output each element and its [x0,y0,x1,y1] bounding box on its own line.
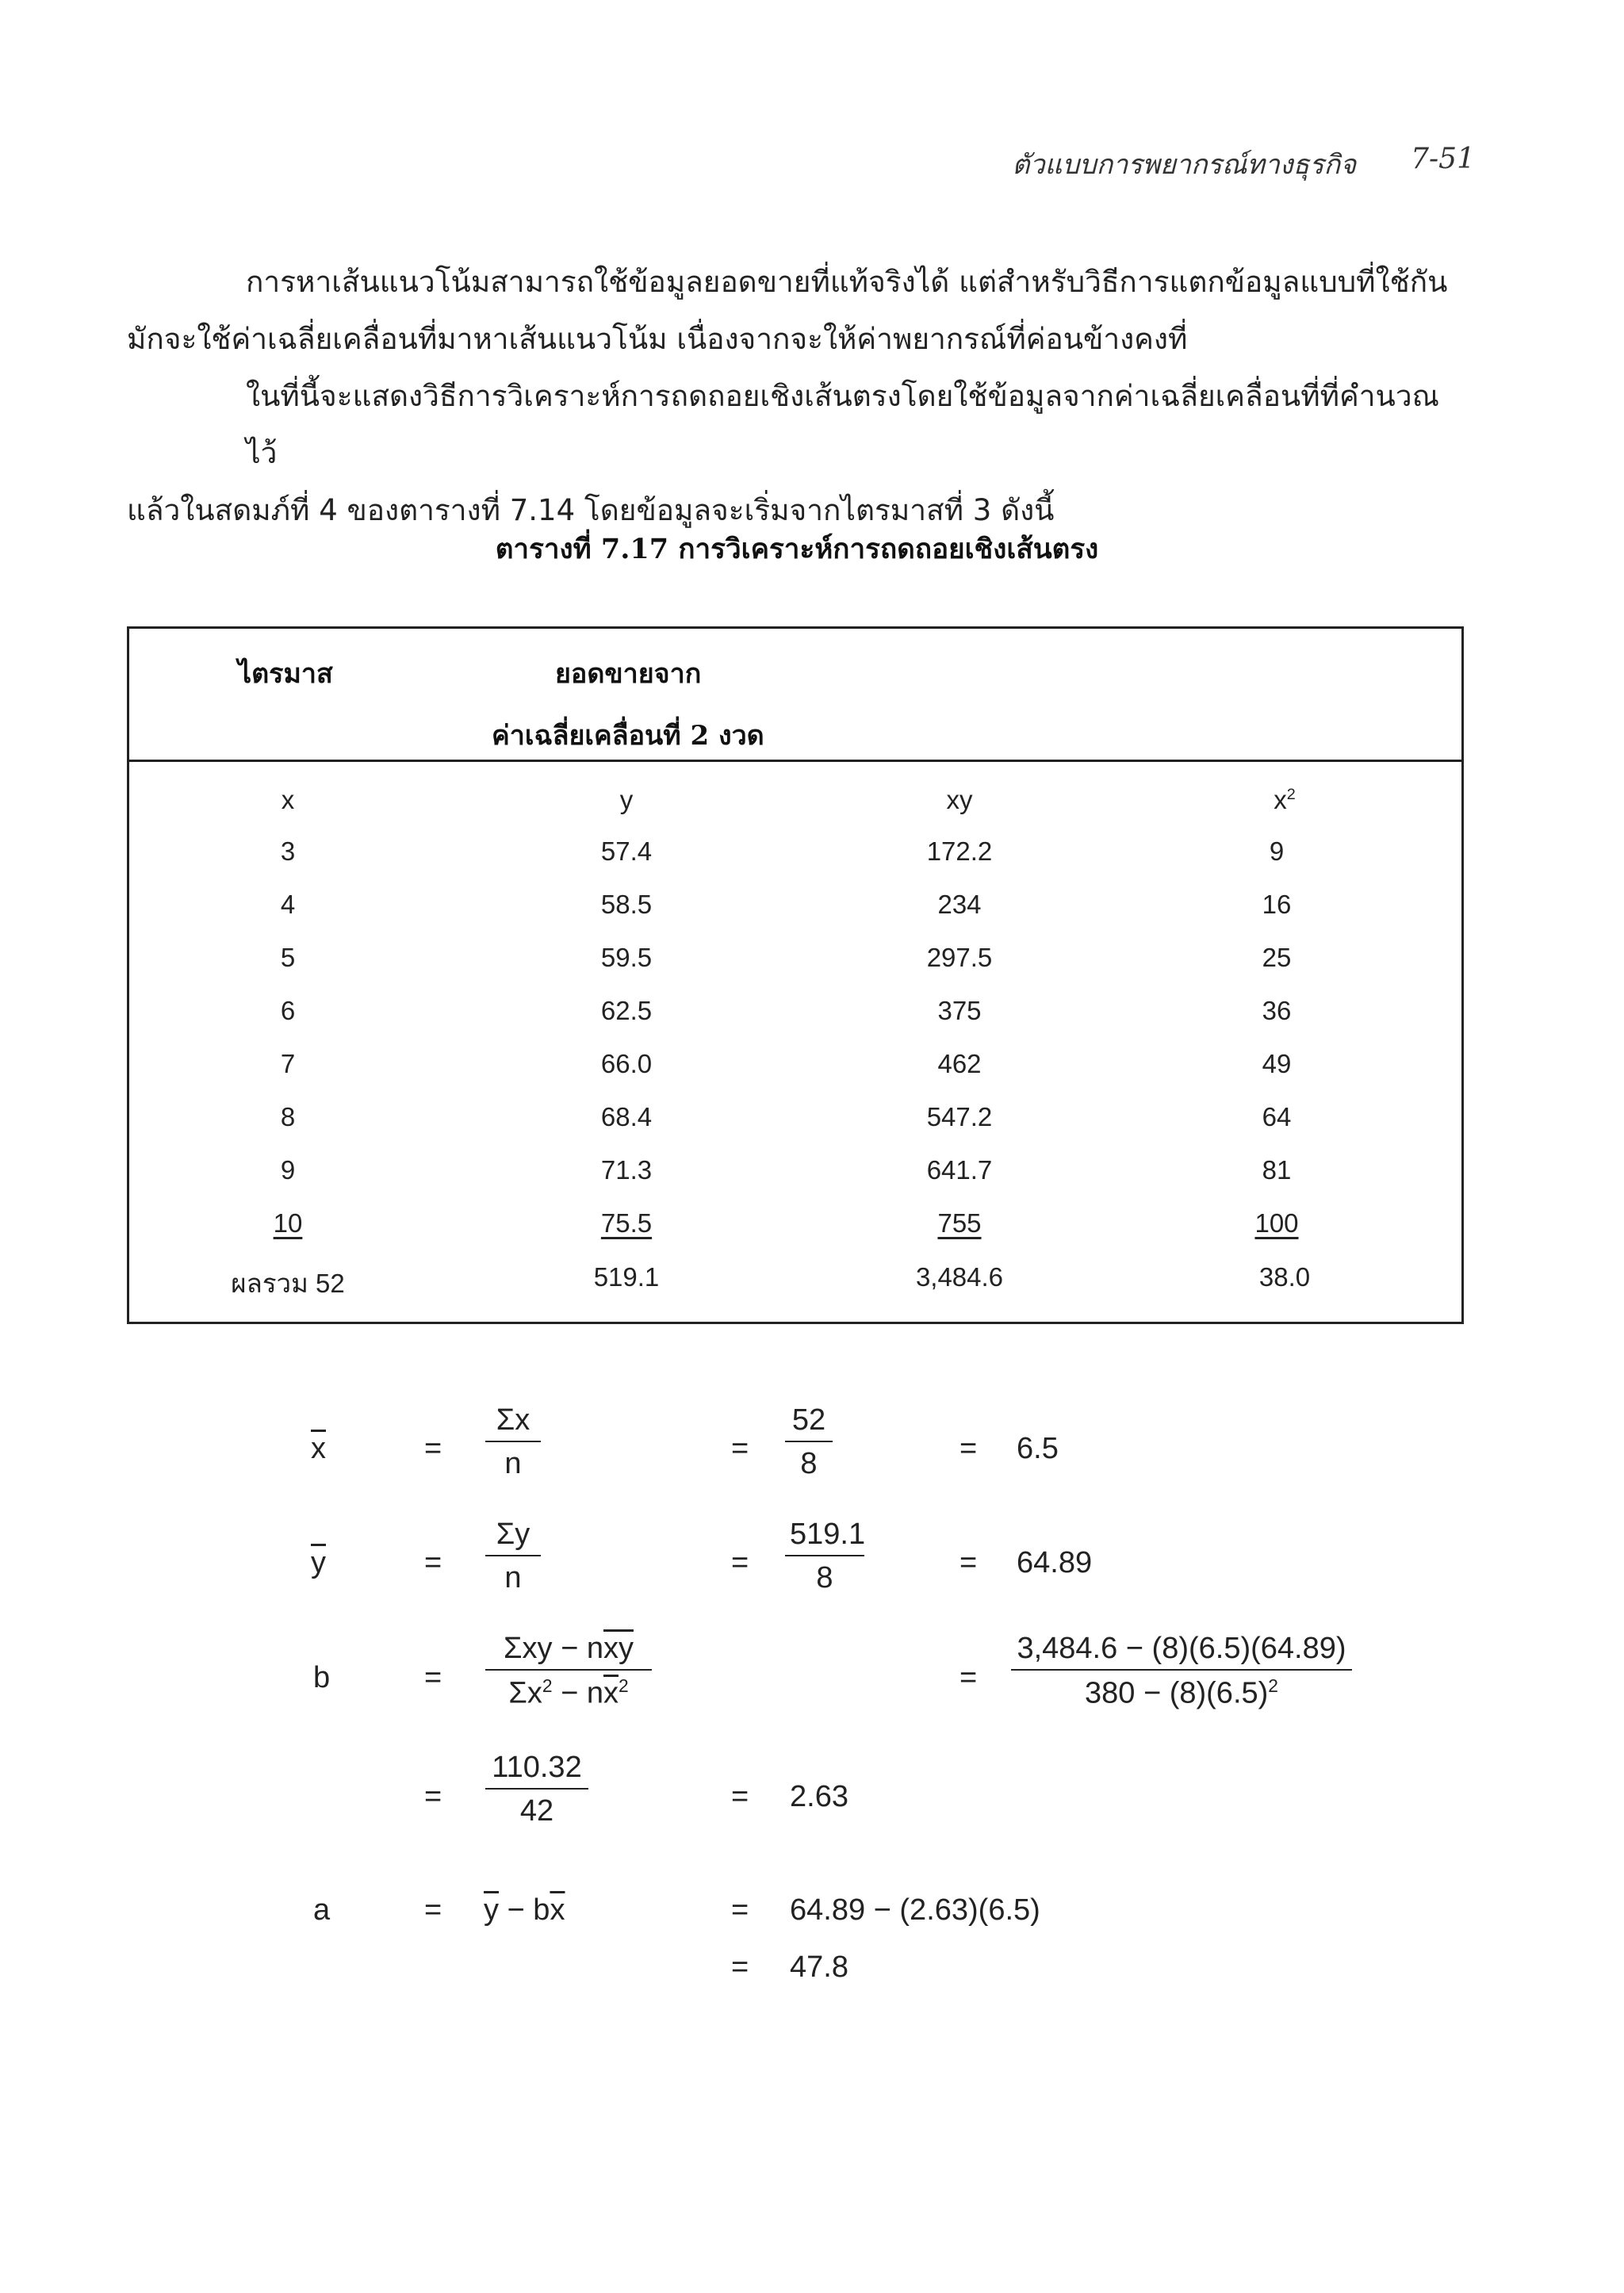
table-cell-y: 68.4 [600,1102,653,1131]
table-cell-xy: 755 [937,1208,982,1238]
table-cell-y: 66.0 [600,1049,653,1078]
table-cell-x: 4 [280,890,296,919]
equals-sign: = [731,1432,749,1465]
table-cell-x: 3 [280,836,296,866]
equals-sign: = [731,1950,749,1984]
table-total-x2: 38.0 [1258,1262,1311,1292]
formula-ybar-fraction: $\frac{\Sigma y}{n}$ [485,1518,541,1595]
header-sales-line-1: ยอดขายจาก [555,658,702,690]
formula-xbar-values: $\frac{52}{8}$ [785,1403,833,1481]
equals-sign: = [424,1893,442,1927]
paragraph-2-line-2: แล้วในสดมภ์ที่ 4 ของตารางที่ 7.14 โดยข้อมูลจะเริ่มจากไตรมาสที่ 3 ดังนี้ [127,493,1055,527]
table-cell-x: 5 [280,943,296,972]
table-cell-x2: 100 [1254,1208,1299,1238]
table-cell-x: 7 [280,1049,296,1078]
formula-xbar-label: $\overline{x}$ [311,1432,326,1465]
table-cell-xy: 297.5 [926,943,993,972]
table-caption: ตารางที่ 7.17 การวิเคราะห์การถดถอยเชิงเส้นตรง [495,533,1099,565]
paragraph-1-line-2: มักจะใช้ค่าเฉลี่ยเคลื่อนที่มาหาเส้นแนวโน้ม เนื่องจากจะให้ค่าพยากรณ์ที่ค่อนข้างคงที่ [127,322,1188,356]
formula-b-result: 2.63 [790,1780,848,1813]
table-cell-y: 62.5 [600,996,653,1025]
col-label-y: y [619,785,634,814]
paragraph-2-line-1: ในที่นี้จะแสดงวิธีการวิเคราะห์การถดถอยเชิงเส้นตรงโดยใช้ข้อมูลจากค่าเฉลี่ยเคลื่อนที่ที่คำนวณไว้ [246,379,1439,470]
col-label-x-squared: $x^2$ [1274,785,1296,814]
formula-a-substitution: 64.89 − (2.63)(6.5) [790,1893,1040,1927]
formula-ybar-values: $\frac{519.1}{8}$ [785,1518,864,1595]
table-cell-x2: 64 [1262,1102,1292,1131]
formula-a-label: a [313,1893,331,1927]
equals-sign: = [731,1546,749,1579]
table-cell-x: 10 [273,1208,303,1238]
table-cell-x: 9 [280,1155,296,1185]
table-cell-xy: 375 [937,996,982,1025]
formula-ybar-label: $\overline{y}$ [311,1546,326,1579]
table-cell-x2: 16 [1262,890,1292,919]
header-sales-line-2: ค่าเฉลี่ยเคลื่อนที่ 2 งวด [492,720,764,752]
table-total-label: ผลรวม 52 [231,1269,345,1298]
table-cell-x2: 25 [1262,943,1292,972]
table-cell-xy: 234 [937,890,982,919]
paragraph-2 [127,368,1467,539]
table-cell-xy: 462 [937,1049,982,1078]
col-label-xy: xy [946,785,973,814]
equals-sign: = [959,1546,978,1579]
page-number: 7-51 [1411,143,1475,175]
table-header-divider [127,760,1464,762]
table-total-y: 519.1 [593,1262,660,1292]
formula-xbar-fraction: $\frac{\Sigma x}{n}$ [485,1403,541,1481]
formula-b-simplified: $\frac{110.32}{42}$ [485,1751,588,1828]
table-cell-y: 57.4 [600,836,653,866]
formula-a-result: 47.8 [790,1950,848,1984]
formula-b-fraction: $\Sigma xy - n\overline{xy}$ $\Sigma x^2 - n\overline{x}^2$ [485,1632,652,1711]
table-cell-xy: 547.2 [926,1102,993,1131]
equals-sign: = [424,1780,442,1813]
formula-xbar-result: 6.5 [1017,1432,1059,1465]
formula-ybar-result: 64.89 [1017,1546,1093,1579]
table-cell-xy: 172.2 [926,836,993,866]
header-quarter: ไตรมาส [238,658,333,690]
table-cell-y: 59.5 [600,943,653,972]
paragraph-1-line-1: การหาเส้นแนวโน้มสามารถใช้ข้อมูลยอดขายที่แท้จริงได้ แต่สำหรับวิธีการแตกข้อมูลแบบที่ใช้กัน [246,265,1448,299]
table-cell-x: 6 [280,996,296,1025]
table-cell-x2: 9 [1269,836,1285,866]
equals-sign: = [424,1661,442,1694]
equals-sign: = [731,1780,749,1813]
table-cell-x2: 81 [1262,1155,1292,1185]
col-label-x: x [281,785,295,814]
table-cell-x2: 49 [1262,1049,1292,1078]
table-cell-y: 71.3 [600,1155,653,1185]
table-cell-y: 75.5 [600,1208,653,1238]
equals-sign: = [424,1432,442,1465]
paragraph-1 [127,254,1467,368]
formula-b-label: b [313,1661,331,1694]
table-cell-y: 58.5 [600,890,653,919]
table-cell-x: 8 [280,1102,296,1131]
equals-sign: = [731,1893,749,1927]
table-total-xy: 3,484.6 [915,1262,1004,1292]
table-cell-x2: 36 [1262,996,1292,1025]
running-header-title: ตัวแบบการพยากรณ์ทางธุรกิจ [1012,149,1356,181]
equals-sign: = [424,1546,442,1579]
formula-b-values: $\frac{3,484.6 - (8)(6.5)(64.89)}{380 - (8)(6.5)^2}$ [1011,1632,1352,1711]
equals-sign: = [959,1661,978,1694]
table-cell-xy: 641.7 [926,1155,993,1185]
equals-sign: = [959,1432,978,1465]
formula-a-expression: $\overline{y} - b\overline{x}$ [484,1893,565,1927]
